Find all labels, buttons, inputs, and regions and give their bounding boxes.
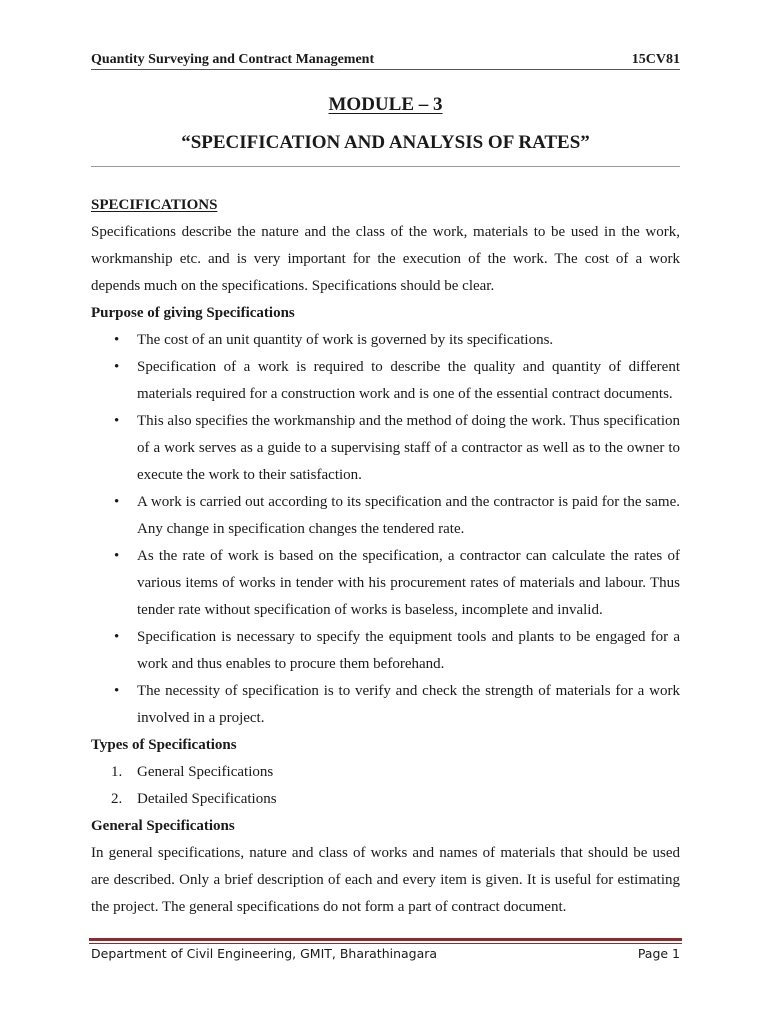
specifications-intro: Specifications describe the nature and the class of the work, materials to be used in the work, workmanship etc. and is very important for the execution of the work. The cost of a work depends much on the specifications. Specifications should be clear. [91,224,680,294]
bullet-icon: • [114,548,120,564]
document-body [91,192,680,921]
list-item-text: This also specifies the workmanship and the method of doing the work. Thus specification of a work serves as a guide to a supervising staff of a contractor as well as to the owner to execute the work to their satisfaction. [137,413,680,483]
list-item [91,759,680,786]
footer-department: Department of Civil Engineering, GMIT, Bharathinagara [91,946,438,961]
bullet-icon: • [114,629,120,645]
list-item [91,624,680,678]
module-subtitle: “SPECIFICATION AND ANALYSIS OF RATES” [181,132,590,153]
list-item-text: The cost of an unit quantity of work is governed by its specifications. [137,332,554,348]
title-divider [91,166,680,167]
header-course-title: Quantity Surveying and Contract Management [91,52,375,67]
general-heading: General Specifications [91,818,235,834]
page-header [91,46,680,68]
bullet-icon: • [114,359,120,375]
list-item [91,354,680,408]
bullet-icon: • [114,332,120,348]
list-item [91,408,680,489]
header-divider [91,69,680,70]
specifications-heading: SPECIFICATIONS [91,197,218,213]
header-course-code: 15CV81 [631,52,680,67]
list-number: 1. [111,764,123,780]
list-item-text: General Specifications [137,764,274,780]
bullet-icon: • [114,494,120,510]
page-footer [91,946,680,961]
types-heading: Types of Specifications [91,737,237,753]
list-item [91,489,680,543]
bullet-icon: • [114,683,120,699]
list-item-text: Detailed Specifications [137,791,277,807]
list-item-text: The necessity of specification is to verify and check the strength of materials for a work involved in a project. [137,683,680,726]
list-item-text: A work is carried out according to its specification and the contractor is paid for the same. Any change in specification changes the tendered rate. [137,494,680,537]
list-item [91,327,680,354]
purpose-list [91,327,680,732]
list-item [91,543,680,624]
footer-divider-thin [89,943,682,944]
footer-page-number: Page 1 [637,946,680,961]
list-item-text: Specification is necessary to specify the equipment tools and plants to be engaged for a work and thus enables to procure them beforehand. [137,629,680,672]
footer-divider-thick [89,938,682,941]
module-title: MODULE – 3 [328,94,443,115]
purpose-heading: Purpose of giving Specifications [91,305,295,321]
types-list [91,759,680,813]
list-item [91,786,680,813]
general-text: In general specifications, nature and class of works and names of materials that should be used are described. Only a brief description of each and every item is given. It is useful for estimating the project. The general specifications do not form a part of contract document. [91,845,680,915]
list-item-text: As the rate of work is based on the specification, a contractor can calculate the rates of various items of works in tender with his procurement rates of materials and labour. Thus tender rate without specification of works is baseless, incomplete and invalid. [137,548,680,618]
list-item [91,678,680,732]
list-number: 2. [111,791,123,807]
bullet-icon: • [114,413,120,429]
list-item-text: Specification of a work is required to describe the quality and quantity of different materials required for a construction work and is one of the essential contract documents. [137,359,680,402]
